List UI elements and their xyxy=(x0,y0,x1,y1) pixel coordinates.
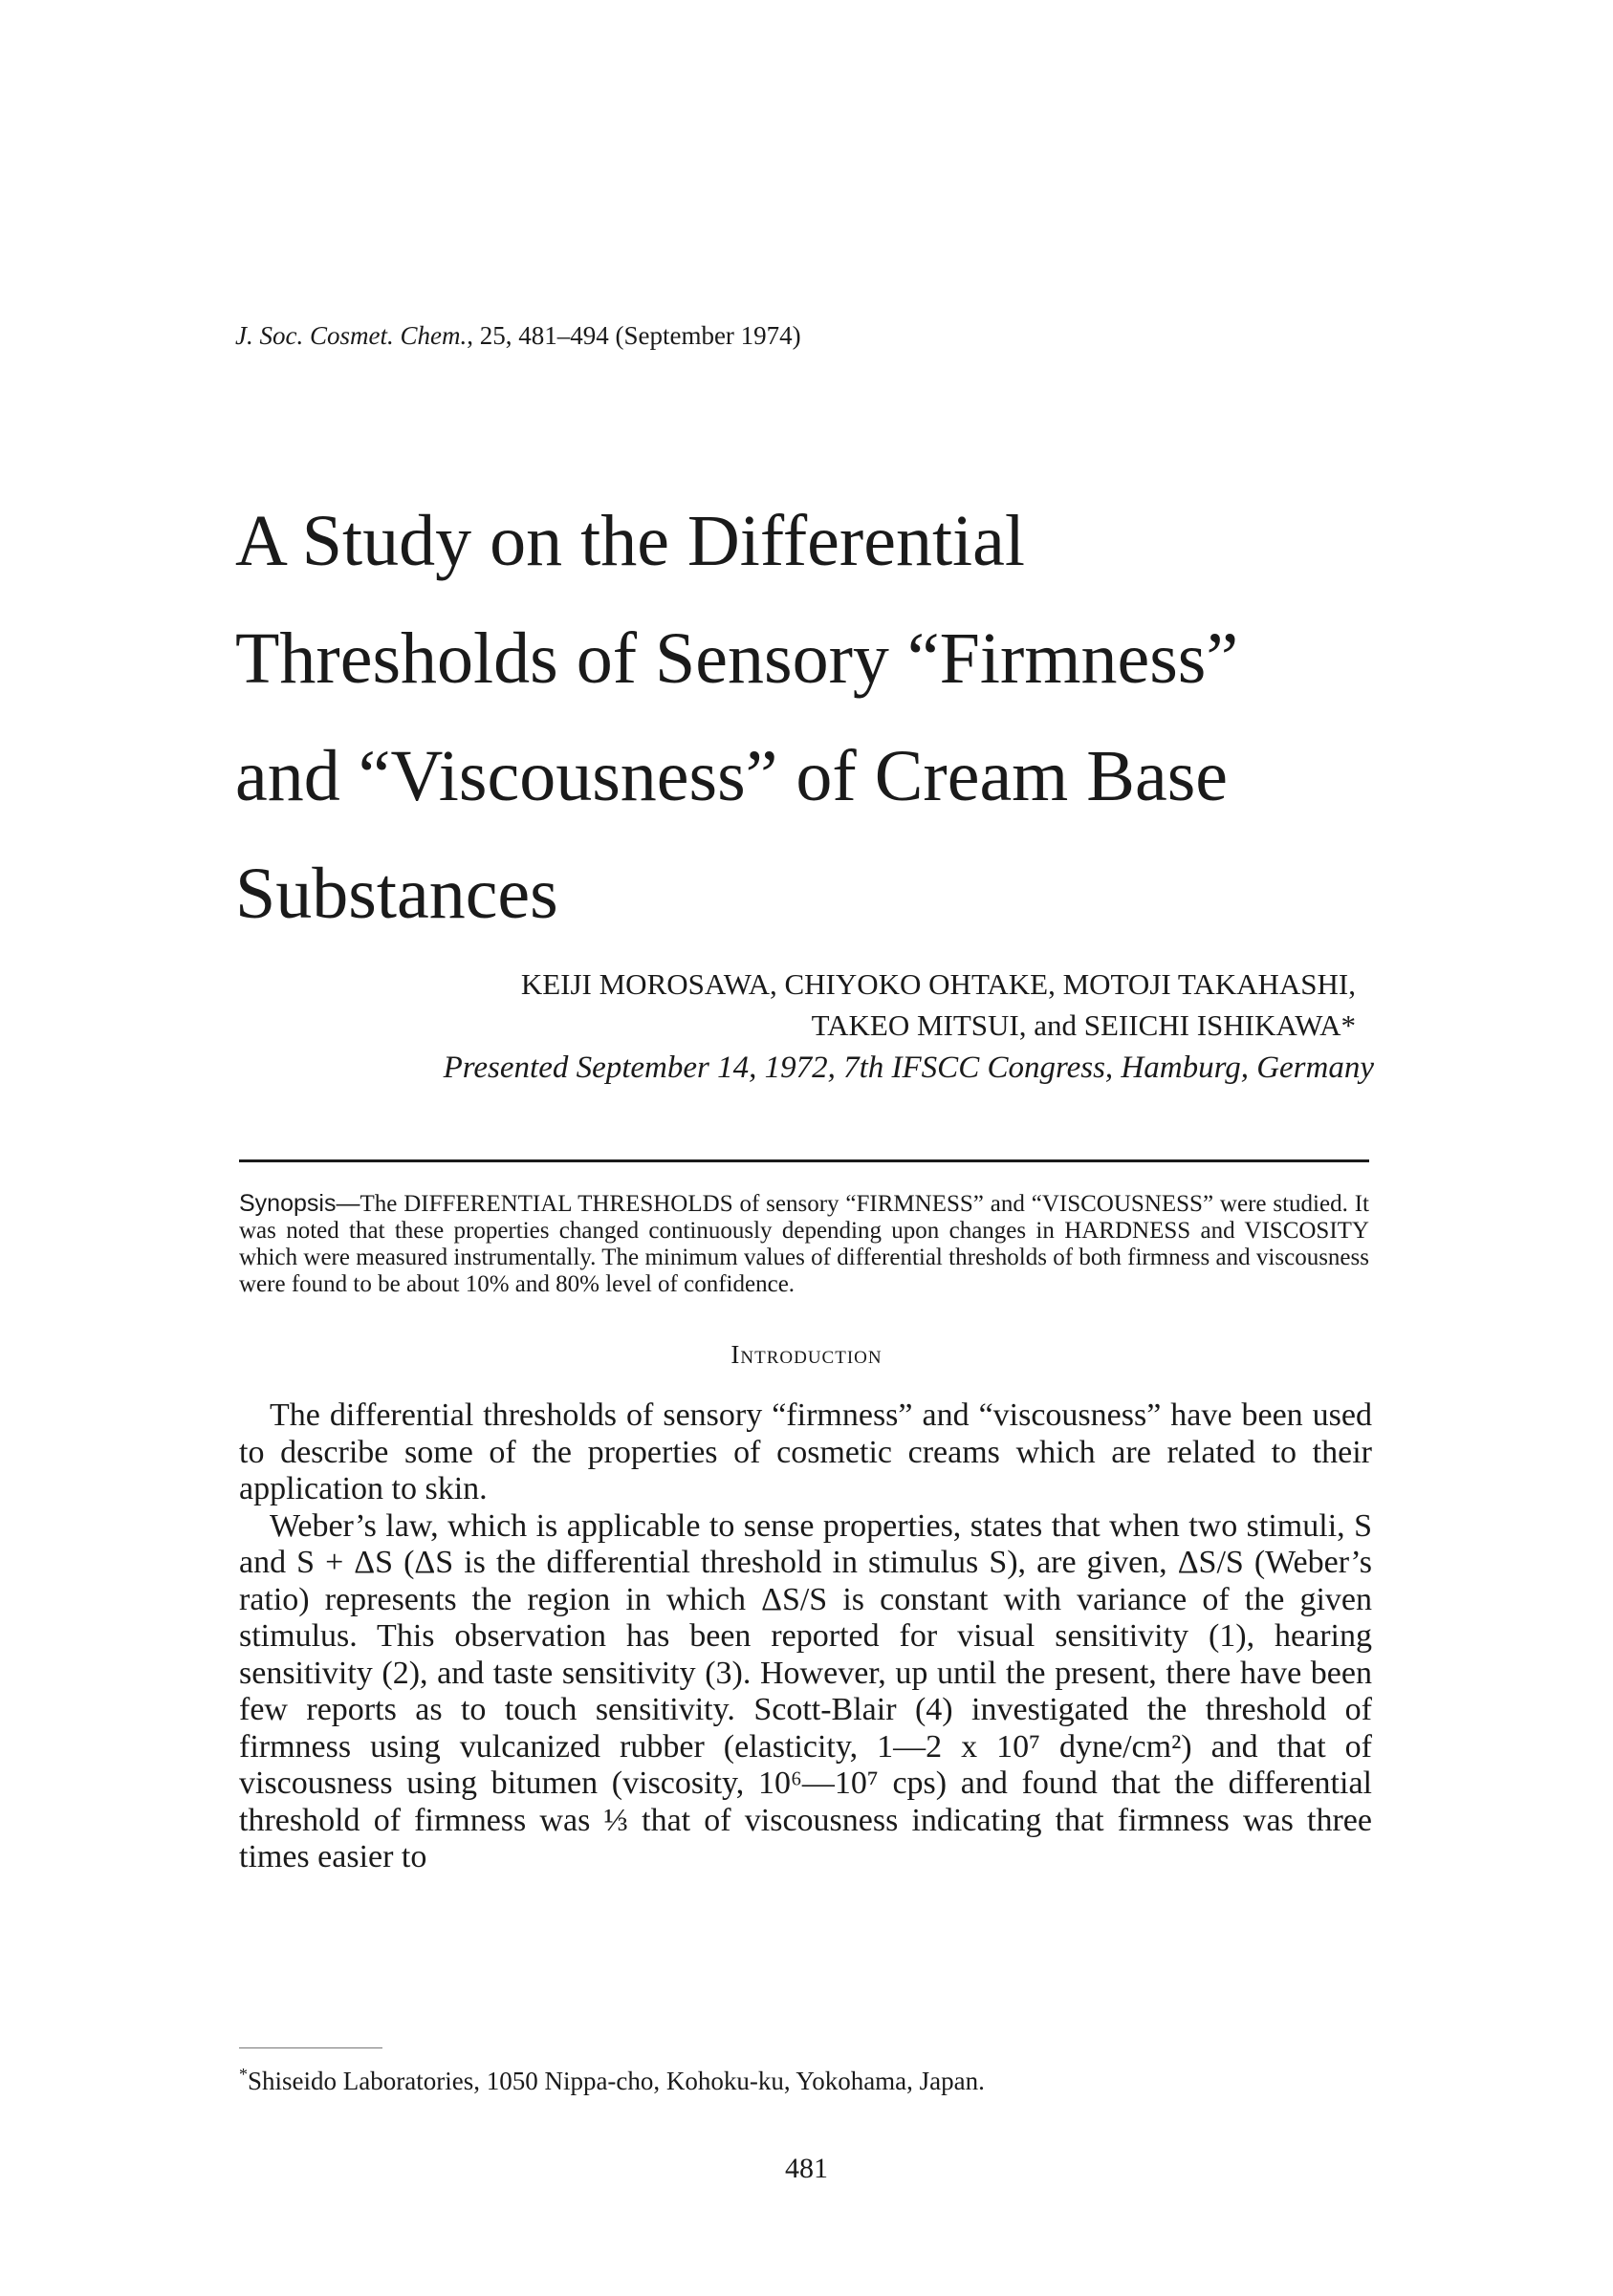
synopsis xyxy=(239,1190,1369,1298)
author-list xyxy=(521,964,1356,1046)
authors-line-1: KEIJI MOROSAWA, CHIYOKO OHTAKE, MOTOJI TAKAHASHI, xyxy=(520,967,1356,1001)
paper-title xyxy=(235,483,1383,953)
authors-line-2: TAKEO MITSUI, and SEIICHI ISHIKAWA* xyxy=(811,1008,1356,1042)
title-line-2: Thresholds of Sensory “Firmness” xyxy=(235,618,1239,699)
title-line-4: Substances xyxy=(235,854,558,934)
journal-name: J. Soc. Cosmet. Chem. xyxy=(235,321,468,350)
header-rule xyxy=(239,1159,1369,1162)
footnote xyxy=(239,2065,1372,2096)
section-heading-introduction: Introduction xyxy=(730,1340,883,1369)
synopsis-lead: Synopsis— xyxy=(239,1190,360,1217)
body-text xyxy=(239,1397,1372,1876)
page-number: 481 xyxy=(785,2153,828,2184)
footnote-marker: * xyxy=(239,2065,248,2084)
title-line-1: A Study on the Differential xyxy=(235,501,1026,581)
footnote-text: Shiseido Laboratories, 1050 Nippa-cho, Kohoku-ku, Yokohama, Japan. xyxy=(248,2067,985,2095)
citation-details: , 25, 481–494 (September 1974) xyxy=(467,321,801,350)
presented-note: Presented September 14, 1972, 7th IFSCC Congress, Hamburg, Germany xyxy=(443,1051,1374,1085)
journal-citation xyxy=(235,321,801,351)
body-paragraph-1: The differential thresholds of sensory “firmness” and “viscousness” have been used to describe some of the properties of cosmetic creams which are related to their application to skin. xyxy=(239,1397,1372,1506)
title-line-3: and “Viscousness” of Cream Base xyxy=(235,736,1229,816)
footnote-rule xyxy=(239,2047,382,2048)
body-paragraph-2: Weber’s law, which is applicable to sense properties, states that when two stimuli, S and S + ΔS (ΔS is the differential threshold in stimulus S), are given, ΔS/S (Weber’s ratio) represents the region in which ΔS/S is constant with variance of the given stimulus. This observation has been reported for visual sensitivity (1), hearing sensitivity (2), and taste sensitivity (3). However, up until the present, there have been few reports as to touch sensitivity. Scott-Blair (4) investigated the threshold of firmness using vulcanized rubber (elasticity, 1—2 x 10⁷ dyne/cm²) and that of viscousness using bitumen (viscosity, 10⁶—10⁷ cps) and found that the differential threshold of firmness was ⅓ that of viscousness indicating that firmness was three times easier to xyxy=(239,1507,1372,1874)
synopsis-text: The DIFFERENTIAL THRESHOLDS of sensory “FIRMNESS” and “VISCOUSNESS” were studied. It was noted that these properties changed continuously depending upon changes in HARDNESS and VISCOSITY which were measured instrumentally. The minimum values of differential thresholds of both firmness and viscousness were found to be about 10% and 80% level of confidence. xyxy=(239,1191,1369,1297)
